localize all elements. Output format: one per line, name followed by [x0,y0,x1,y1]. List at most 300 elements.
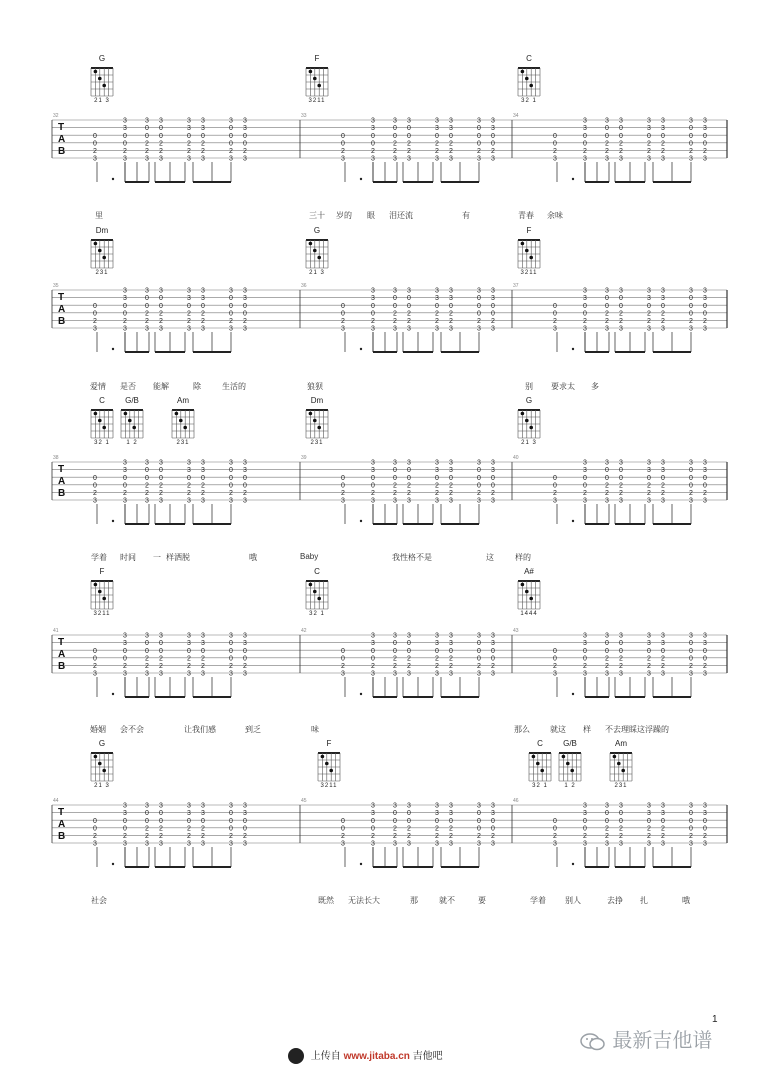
fret-number: 2 [703,490,707,497]
fret-number: 2 [583,318,587,325]
fret-number: 0 [145,810,149,818]
fret-number: 3 [407,670,411,678]
fret-number: 0 [619,647,623,655]
lyric: Baby [300,552,319,561]
fret-number: 3 [407,459,411,467]
fret-number: 3 [661,810,665,818]
fret-number: 3 [159,497,163,505]
fret-number: 2 [341,833,345,840]
fret-number: 3 [491,467,495,475]
fret-number: 3 [371,125,375,133]
fret-number: 2 [201,140,205,148]
fret-number: 2 [201,482,205,490]
fret-number: 2 [145,318,149,325]
fret-number: 3 [243,840,247,848]
fret-number: 3 [371,295,375,303]
fret-number: 2 [371,148,375,155]
chord-name: F [526,226,532,235]
fret-number: 3 [703,840,707,848]
fret-number: 3 [477,802,481,810]
fret-number: 0 [341,140,345,148]
fret-number: 3 [435,802,439,810]
fret-number: 3 [229,670,233,678]
fret-number: 2 [605,663,609,670]
lyric: 我性格不是 [392,553,432,562]
fret-number: 3 [661,459,665,467]
fret-number: 3 [435,295,439,303]
fret-number: 0 [703,655,707,663]
tab-system-row-3 [0,392,760,565]
fret-number: 2 [407,825,411,833]
fret-number: 0 [647,817,651,825]
fret-number: 2 [123,318,127,325]
fret-number: 3 [407,155,411,163]
lyric: 别人 [565,896,581,905]
fret-number: 0 [491,647,495,655]
fret-number: 3 [341,497,345,505]
lyric: 狼狈 [307,382,323,391]
fret-number: 2 [553,833,557,840]
fret-number: 2 [435,318,439,325]
measure-number: 37 [513,283,519,289]
fret-number: 3 [243,640,247,648]
fret-number: 0 [243,132,247,140]
fret-number: 2 [407,663,411,670]
fret-number: 0 [553,310,557,318]
fret-number: 0 [159,132,163,140]
fret-number: 3 [647,117,651,125]
fret-number: 2 [689,148,693,155]
fret-number: 0 [243,482,247,490]
lyric: 无法长大 [348,896,380,905]
fret-number: 0 [229,467,233,475]
measure-number: 32 [53,113,59,119]
fret-number: 2 [145,148,149,155]
fret-number: 3 [449,632,453,640]
fret-number: 3 [145,459,149,467]
fret-number: 0 [371,302,375,310]
fret-number: 2 [647,663,651,670]
fret-number: 3 [93,497,97,505]
fret-number: 2 [341,663,345,670]
fret-number: 2 [661,833,665,840]
fret-number: 0 [93,655,97,663]
fret-number: 3 [703,802,707,810]
fret-number: 0 [407,647,411,655]
lyric: 到乏 [245,725,261,734]
fret-number: 3 [583,497,587,505]
fret-number: 3 [159,155,163,163]
fret-number: 2 [123,490,127,497]
chord-grid [88,236,116,270]
fret-number: 2 [605,490,609,497]
fret-number: 3 [145,325,149,333]
fret-number: 3 [93,325,97,333]
fret-number: 0 [159,467,163,475]
fret-number: 0 [145,467,149,475]
lyric: 三十 [309,211,325,220]
fret-number: 3 [187,802,191,810]
fret-number: 0 [159,640,163,648]
tab-clef-letter: B [58,831,66,842]
fret-number: 2 [393,310,397,318]
lyric: 哦 [682,896,690,905]
fret-number: 3 [703,117,707,125]
fret-number: 3 [449,117,453,125]
chord-fingering: 32 1 [94,440,110,446]
fret-number: 3 [243,117,247,125]
fret-number: 3 [605,632,609,640]
fret-number: 0 [477,817,481,825]
fret-number: 2 [407,490,411,497]
measure-number: 41 [53,628,59,634]
fret-number: 3 [435,117,439,125]
chord-grid [556,749,584,783]
fret-number: 2 [689,318,693,325]
fret-number: 2 [393,490,397,497]
fret-number: 3 [123,125,127,133]
fret-number: 3 [703,325,707,333]
fret-number: 3 [491,117,495,125]
fret-number: 2 [243,663,247,670]
fret-number: 2 [435,663,439,670]
fret-number: 0 [491,140,495,148]
fret-number: 0 [145,640,149,648]
fret-number: 0 [435,817,439,825]
fret-number: 2 [393,318,397,325]
chord-grid [515,236,543,270]
footer-suffix: 吉他吧 [412,1051,443,1062]
fret-number: 3 [407,497,411,505]
fret-number: 0 [553,825,557,833]
chord-diagram [300,567,334,618]
fret-number: 3 [371,155,375,163]
fret-number: 2 [661,318,665,325]
lyric: 青春 [518,211,534,220]
fret-number: 3 [201,467,205,475]
fret-number: 0 [689,140,693,148]
fret-number: 2 [477,318,481,325]
fret-number: 2 [187,825,191,833]
fret-number: 0 [477,125,481,133]
fret-number: 0 [243,817,247,825]
fret-number: 2 [229,663,233,670]
fret-number: 2 [393,148,397,155]
lyric: 婚姻 [90,725,106,734]
chord-name: A# [524,567,534,576]
fret-number: 2 [435,482,439,490]
fret-number: 2 [553,663,557,670]
fret-number: 3 [449,802,453,810]
fret-number: 2 [449,825,453,833]
lyric: 那 [410,896,418,905]
fret-number: 0 [93,310,97,318]
fret-number: 2 [229,833,233,840]
fret-number: 3 [491,632,495,640]
fret-number: 0 [341,310,345,318]
fret-number: 3 [449,467,453,475]
fret-number: 3 [435,810,439,818]
fret-number: 0 [93,302,97,310]
chord-name: Am [177,396,189,405]
chord-diagram [512,54,546,105]
fret-number: 2 [393,140,397,148]
fret-number: 0 [553,140,557,148]
fret-number: 3 [619,840,623,848]
fret-number: 0 [703,310,707,318]
fret-number: 3 [583,295,587,303]
fret-number: 3 [661,802,665,810]
lyric: 除 [193,382,201,391]
fret-number: 0 [243,825,247,833]
fret-number: 3 [229,325,233,333]
fret-number: 3 [371,670,375,678]
fret-number: 0 [435,647,439,655]
chord-diagram [85,226,119,277]
fret-number: 2 [393,833,397,840]
fret-number: 0 [93,474,97,482]
fret-number: 0 [159,302,163,310]
footer-url-link[interactable]: www.jitaba.cn [343,1051,410,1062]
fret-number: 0 [619,132,623,140]
fret-number: 0 [619,125,623,133]
fret-number: 0 [605,810,609,818]
fret-number: 0 [229,302,233,310]
fret-number: 0 [491,817,495,825]
fret-number: 3 [371,840,375,848]
fret-number: 3 [491,459,495,467]
chord-diagram [85,54,119,105]
fret-number: 3 [229,117,233,125]
fret-number: 3 [145,287,149,295]
fret-number: 3 [605,325,609,333]
tab-clef-letter: T [58,122,65,133]
fret-number: 2 [491,148,495,155]
chord-grid [118,406,146,440]
fret-number: 0 [477,810,481,818]
fret-number: 0 [689,655,693,663]
fret-number: 3 [435,125,439,133]
fret-number: 0 [341,655,345,663]
fret-number: 3 [449,295,453,303]
fret-number: 2 [619,490,623,497]
fret-number: 2 [477,148,481,155]
fret-number: 3 [435,459,439,467]
lyric: 一 [153,553,161,562]
fret-number: 3 [703,640,707,648]
fret-number: 0 [341,817,345,825]
fret-number: 3 [229,459,233,467]
fret-number: 3 [93,155,97,163]
fret-number: 3 [371,810,375,818]
fret-number: 3 [159,325,163,333]
measure-number: 35 [53,283,59,289]
fret-number: 3 [371,287,375,295]
fret-number: 0 [583,817,587,825]
fret-number: 2 [661,655,665,663]
fret-number: 3 [243,325,247,333]
fret-number: 3 [159,632,163,640]
chord-grid [88,406,116,440]
fret-number: 0 [371,482,375,490]
fret-number: 3 [491,155,495,163]
fret-number: 3 [123,459,127,467]
fret-number: 0 [145,302,149,310]
fret-number: 3 [393,632,397,640]
fret-number: 2 [477,833,481,840]
fret-number: 3 [689,325,693,333]
fret-number: 0 [145,132,149,140]
fret-number: 3 [689,117,693,125]
fret-number: 3 [93,670,97,678]
chord-grid [303,406,331,440]
chord-grid [315,749,343,783]
fret-number: 2 [145,482,149,490]
fret-number: 3 [605,287,609,295]
fret-number: 0 [619,302,623,310]
fret-number: 3 [491,295,495,303]
fret-number: 0 [159,647,163,655]
chord-fingering: 3211 [320,783,338,789]
fret-number: 0 [201,132,205,140]
fret-number: 2 [435,490,439,497]
fret-number: 3 [393,670,397,678]
tab-clef-letter: A [58,649,66,660]
fret-number: 3 [407,802,411,810]
tab-clef-letter: T [58,292,65,303]
fret-number: 2 [93,490,97,497]
fret-number: 3 [647,459,651,467]
fret-number: 0 [341,132,345,140]
chord-diagram [300,396,334,447]
fret-number: 0 [491,474,495,482]
fret-number: 3 [145,670,149,678]
fret-number: 2 [201,663,205,670]
fret-number: 0 [159,810,163,818]
fret-number: 2 [393,482,397,490]
fret-number: 0 [229,482,233,490]
fret-number: 3 [647,287,651,295]
fret-number: 3 [371,325,375,333]
fret-number: 0 [93,482,97,490]
lyric: 不去理睬这浮躁的 [605,725,669,734]
fret-number: 0 [407,302,411,310]
fret-number: 3 [689,287,693,295]
fret-number: 0 [689,474,693,482]
chord-name: G/B [563,739,577,748]
fret-number: 0 [661,817,665,825]
chord-name: C [537,739,543,748]
fret-number: 3 [661,325,665,333]
tab-system-row-2 [0,220,760,392]
fret-number: 3 [583,840,587,848]
wechat-icon [580,1032,606,1052]
fret-number: 0 [605,647,609,655]
tab-clef-letter: B [58,661,66,672]
fret-number: 0 [435,302,439,310]
fret-number: 3 [661,840,665,848]
fret-number: 3 [407,117,411,125]
measure-number: 34 [513,113,519,119]
fret-number: 2 [159,490,163,497]
fret-number: 2 [661,310,665,318]
fret-number: 2 [661,482,665,490]
fret-number: 0 [145,295,149,303]
fret-number: 0 [477,482,481,490]
fret-number: 0 [703,482,707,490]
fret-number: 2 [435,140,439,148]
fret-number: 3 [647,670,651,678]
fret-number: 2 [583,490,587,497]
measure-number: 39 [301,455,307,461]
fret-number: 2 [661,825,665,833]
fret-number: 2 [187,318,191,325]
fret-number: 3 [407,632,411,640]
fret-number: 3 [243,497,247,505]
fret-number: 0 [159,817,163,825]
fret-number: 3 [145,840,149,848]
chord-diagram [300,226,334,277]
fret-number: 3 [371,467,375,475]
fret-number: 0 [145,817,149,825]
fret-number: 2 [449,833,453,840]
measure-number: 45 [301,798,307,804]
fret-number: 2 [605,655,609,663]
measure-number: 44 [53,798,59,804]
fret-number: 2 [187,490,191,497]
chord-grid [303,64,331,98]
fret-number: 0 [393,302,397,310]
fret-number: 3 [243,632,247,640]
fret-number: 0 [229,474,233,482]
fret-number: 3 [583,287,587,295]
fret-number: 0 [159,474,163,482]
fret-number: 3 [647,632,651,640]
fret-number: 0 [393,810,397,818]
fret-number: 0 [93,140,97,148]
fret-number: 2 [145,825,149,833]
fret-number: 2 [407,833,411,840]
lyric: 要 [478,896,486,905]
tab-clef-letter: A [58,819,66,830]
chord-fingering: 231 [176,440,190,446]
chord-name: G [525,396,533,405]
fret-number: 3 [619,459,623,467]
fret-number: 2 [407,140,411,148]
fret-number: 0 [689,295,693,303]
fret-number: 0 [123,474,127,482]
lyric: 生活的 [222,382,246,391]
fret-number: 0 [159,295,163,303]
lyric: 就这 [550,725,566,734]
chord-grid [515,577,543,611]
fret-number: 2 [407,148,411,155]
fret-number: 2 [619,310,623,318]
fret-number: 2 [619,825,623,833]
fret-number: 0 [477,647,481,655]
fret-number: 2 [123,833,127,840]
fret-number: 3 [491,125,495,133]
fret-number: 2 [201,310,205,318]
fret-number: 3 [661,640,665,648]
fret-number: 0 [491,310,495,318]
fret-number: 2 [477,490,481,497]
fret-number: 3 [477,117,481,125]
fret-number: 2 [449,318,453,325]
fret-number: 2 [159,482,163,490]
fret-number: 0 [689,810,693,818]
fret-number: 2 [371,833,375,840]
